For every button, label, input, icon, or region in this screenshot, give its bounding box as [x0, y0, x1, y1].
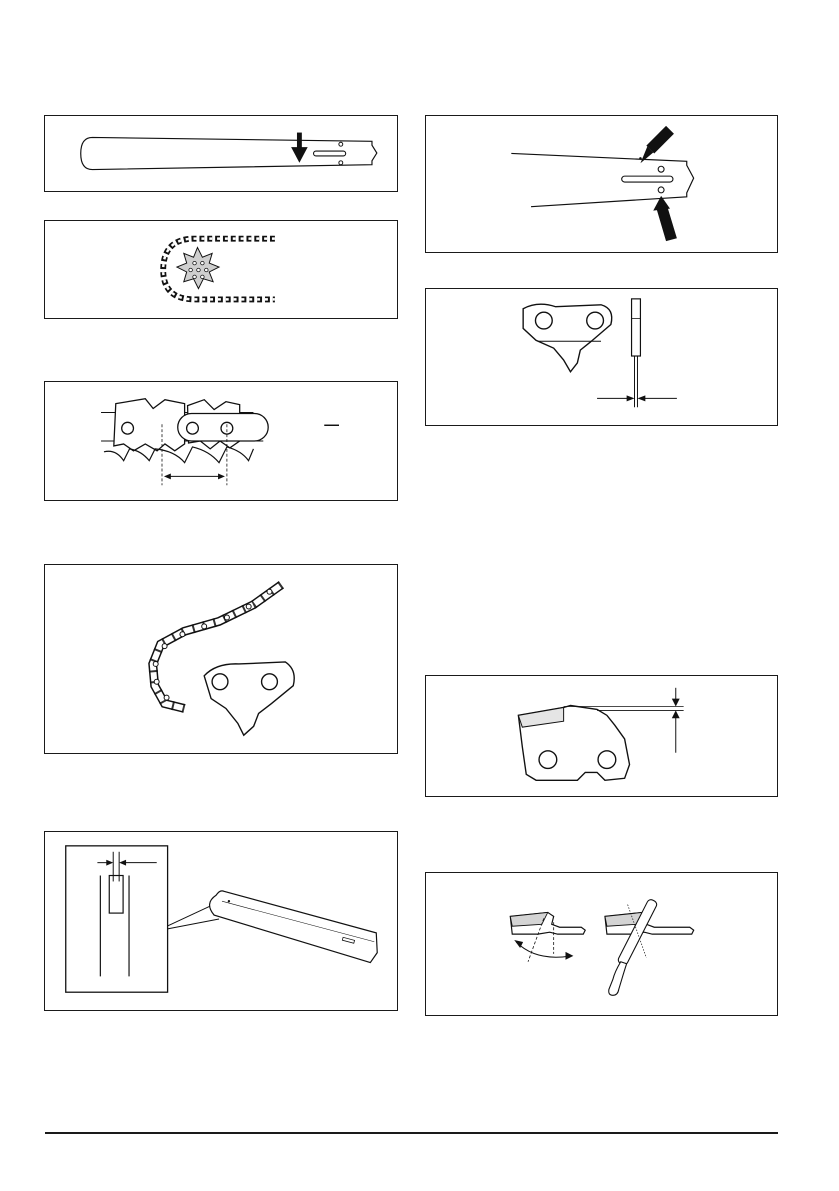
figure-file-angle — [425, 872, 778, 1016]
chain-sprocket-illustration — [45, 221, 397, 318]
figure-chain-loop-and-drive-link — [44, 564, 398, 754]
chain-loop-illustration — [45, 565, 397, 753]
footer-rule — [45, 1132, 778, 1134]
figure-drive-link-thickness — [425, 288, 778, 426]
bar-tail-illustration — [426, 116, 777, 252]
figure-chain-on-drive-sprocket — [44, 220, 398, 319]
drive-link-illustration — [426, 289, 777, 425]
arrow-top-icon — [640, 126, 674, 163]
chain-pitch-illustration — [45, 382, 397, 500]
sprocket-icon — [177, 247, 219, 288]
figure-bar-groove-width — [44, 831, 398, 1011]
arrow-bottom-icon — [653, 196, 677, 241]
figure-guide-bar-side — [44, 115, 398, 192]
bar-groove-illustration — [45, 832, 397, 1010]
figure-depth-gauge-setting — [425, 675, 778, 797]
file-angle-illustration — [426, 873, 777, 1015]
depth-gauge-illustration — [426, 676, 777, 796]
guide-bar-illustration — [45, 116, 397, 191]
figure-bar-tail-holes — [425, 115, 778, 253]
figure-chain-pitch — [44, 381, 398, 501]
